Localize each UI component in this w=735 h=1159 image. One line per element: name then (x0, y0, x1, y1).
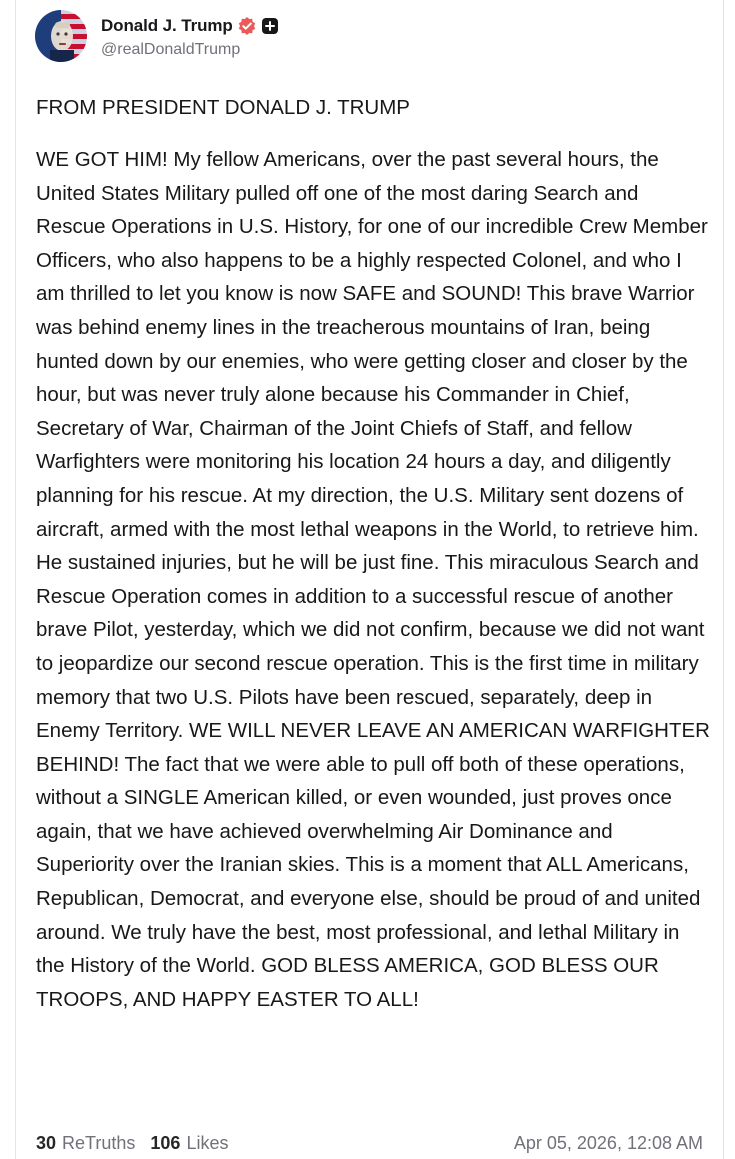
post-header (35, 10, 279, 62)
post-text: WE GOT HIM! My fellow Americans, over the past several hours, the United States Military pulled off one of the most daring Search and Rescue Operations in U.S. History, for one of our incredible Crew Member Officers, who also happens to be a highly respected Colonel, and who I am thrilled to let you know is now SAFE and SOUND! This brave Warrior was behind enemy lines in the treacherous mountains of Iran, being hunted down by our enemies, who were getting closer and closer by the hour, but was never truly alone because his Commander in Chief, Secretary of War, Chairman of the Joint Chiefs of Staff, and fellow Warfighters were monitoring his location 24 hours a day, and diligently planning for his rescue. At my direction, the U.S. Military sent dozens of aircraft, armed with the most lethal weapons in the World, to retrieve him. He sustained injuries, but he will be just fine. This miraculous Search and Rescue Operation comes in addition to a successful rescue of another brave Pilot, yesterday, which we did not confirm, because we did not want to jeopardize our second rescue operation. This is the first time in military memory that two U.S. Pilots have been rescued, separately, deep in Enemy Territory. WE WILL NEVER LEAVE AN AMERICAN WARFIGHTER BEHIND! The fact that we were able to pull off both of these operations, without a SINGLE American killed, or even wounded, just proves once again, that we have achieved overwhelming Air Dominance and Superiority over the Iranian skies. This is a moment that ALL Americans, Republican, Democrat, and everyone else, should be proud of and united around. We truly have the best, most professional, and lethal Military in the History of the World. GOD BLESS AMERICA, GOD BLESS OUR TROOPS, AND HAPPY EASTER TO ALL! (36, 148, 710, 1011)
avatar[interactable] (35, 10, 87, 62)
retruths-label: ReTruths (62, 1132, 136, 1153)
likes-label: Likes (186, 1132, 229, 1153)
post-heading: FROM PRESIDENT DONALD J. TRUMP (36, 96, 410, 119)
post-timestamp[interactable]: Apr 05, 2026, 12:08 AM (513, 1132, 703, 1153)
author-handle[interactable]: @realDonaldTrump (101, 40, 241, 58)
retruths-stat[interactable] (36, 1133, 135, 1154)
plus-badge-icon (261, 17, 279, 35)
author-display-name[interactable]: Donald J. Trump (101, 15, 233, 35)
post-content (36, 93, 711, 1016)
verified-badge-icon (237, 16, 257, 36)
likes-stat[interactable] (150, 1133, 228, 1154)
retruths-count: 30 (36, 1132, 57, 1153)
post-card (15, 0, 724, 1159)
likes-count: 106 (150, 1132, 181, 1153)
post-footer (36, 1129, 703, 1157)
